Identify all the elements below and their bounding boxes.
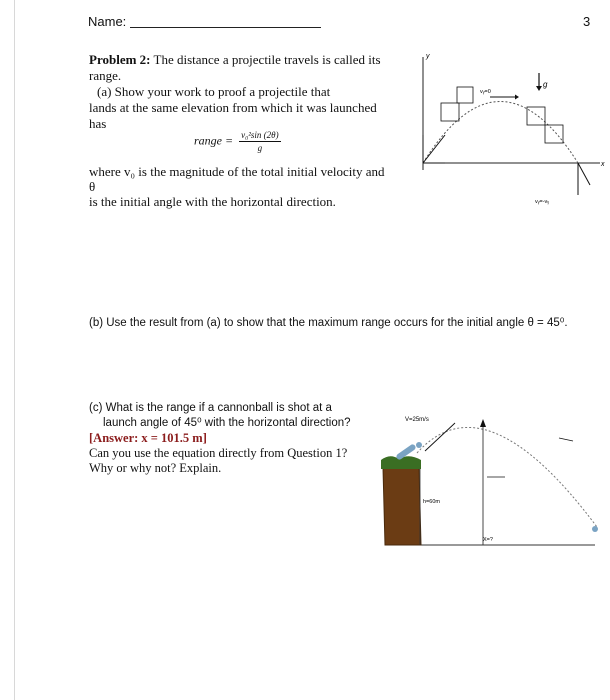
trajectory-path [423,102,578,164]
formula-numerator: v₀²sin (2θ) [241,130,279,140]
launch-velocity-arrow [425,423,455,451]
landing-ball-icon [592,526,598,532]
landing-vector [578,163,590,185]
apex-arrowhead [515,95,519,100]
gravity-arrowhead [536,86,542,91]
part-c [89,401,379,431]
projectile-velocity-diagram [395,45,610,230]
apex-label: vᵧ=0 [480,89,491,95]
problem-intro [89,52,385,84]
max-height-arrowhead [480,419,486,427]
part-c-line1: (c) What is the range if a cannonball is shot at a [89,402,332,414]
x-axis-label: x [601,161,605,168]
final-velocity-label: vᵧ=-vᵧ [535,199,550,205]
problem-title: Problem 2: [89,52,151,67]
part-c-line2: launch angle of 45⁰ with the horizontal direction? [103,417,351,429]
formula-denominator: g [257,143,263,153]
vector-box-4 [545,125,563,143]
vector-box-3 [527,107,545,125]
launch-vector [423,135,445,163]
gravity-label: g [543,80,548,89]
part-a-line1: (a) Show your work to proof a projectile that [97,84,331,99]
range-label: X=? [483,537,493,543]
cliff [383,468,421,545]
part-a [89,84,385,132]
followup-line2: Why or why not? Explain. [89,461,222,475]
cannonball-trajectory [417,427,597,527]
name-label: Name: [88,14,127,29]
vector-box-2 [457,87,473,103]
name-underline[interactable] [130,27,321,28]
problem-intro-text: The distance a projectile travels is called its range. [89,52,381,83]
range-formula [194,130,281,153]
where-line1: where v₀ is the magnitude of the total initial velocity and θ [89,164,385,194]
height-label: h=60m [423,499,440,505]
part-b: (b) Use the result from (a) to show that the maximum range occurs for the initial angle θ = 45⁰. [89,317,568,329]
followup-question [89,446,379,476]
page-number: 3 [583,14,591,29]
part-a-line2: lands at the same elevation from which it was launched [89,100,377,115]
answer-text: [Answer: x = 101.5 m] [89,431,207,445]
vector-box-1 [441,103,459,121]
cannonball-icon [416,442,422,448]
where-line2: is the initial angle with the horizontal direction. [89,194,336,209]
formula-lhs: range = [194,133,234,148]
descent-velocity-arrow [559,438,573,441]
y-axis-label: y [426,53,430,60]
cannon-cliff-diagram [375,405,610,570]
velocity-label: V=25m/s [405,417,429,423]
variable-definitions [89,164,389,209]
formula-fraction [239,130,281,153]
part-a-line3: has [89,116,107,131]
followup-line1: Can you use the equation directly from Question 1? [89,446,348,460]
page-edge [14,0,15,700]
